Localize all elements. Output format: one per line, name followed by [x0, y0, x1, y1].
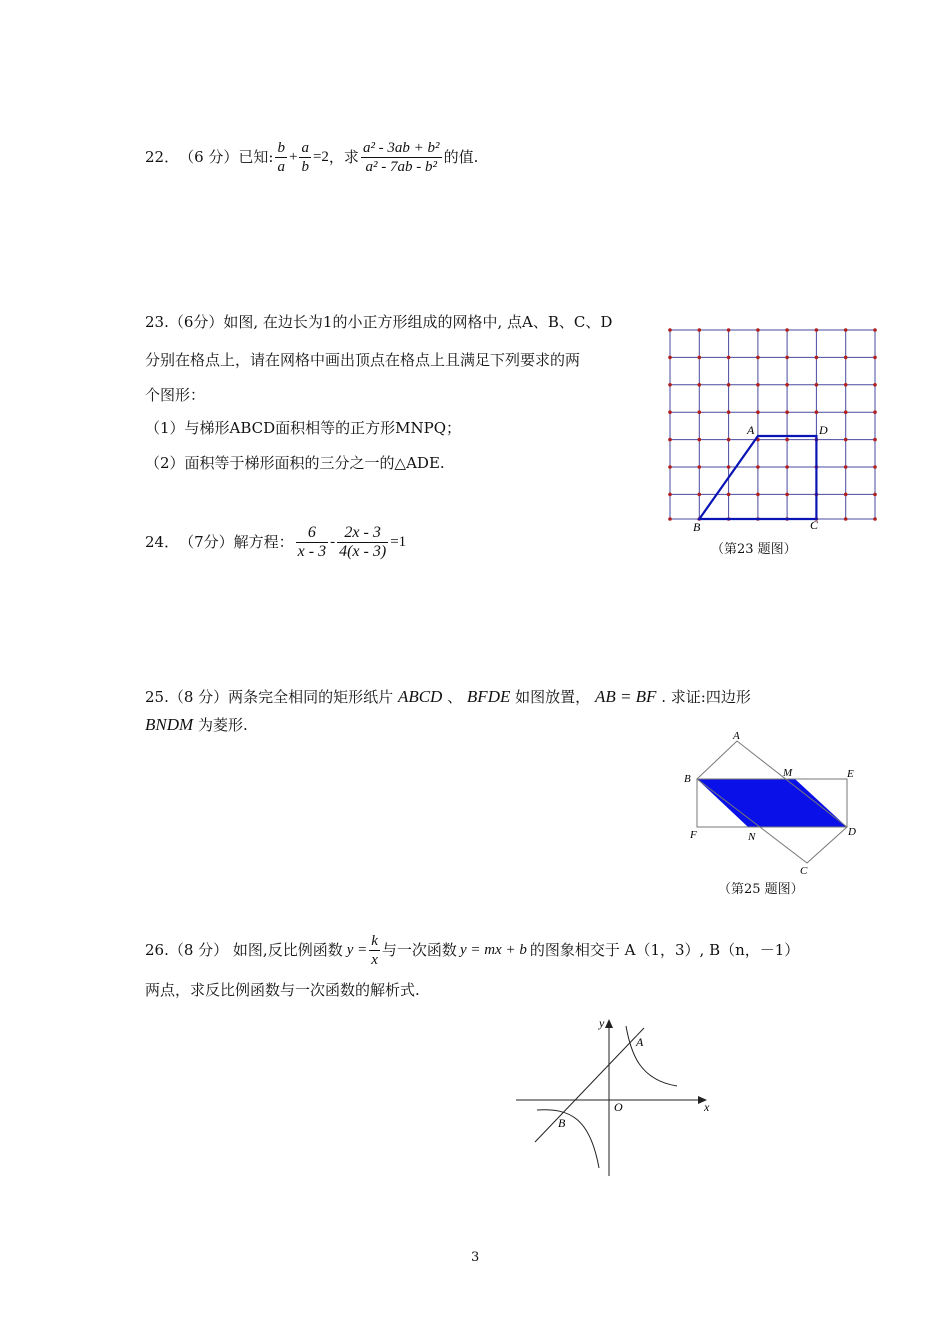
- label-x: x: [704, 1100, 710, 1114]
- q25-caption: （第25 题图）: [718, 882, 804, 897]
- label-a: A: [733, 730, 740, 742]
- q24-score: （7分）: [179, 533, 234, 551]
- q25-line2: BNDM 为菱形.: [145, 715, 248, 734]
- label-m: M: [783, 767, 793, 779]
- linear-line: [535, 1028, 644, 1142]
- q26-frac: $\frac{k}{x}$: [371, 932, 378, 968]
- label-o: O: [614, 1100, 623, 1114]
- q26-line2: 两点，求反比例函数与一次函数的解析式.: [145, 981, 420, 999]
- q24-equals: =1: [390, 534, 407, 550]
- q24: [145, 520, 406, 564]
- q24-frac2: $\frac{2x - 3}{4(x - 3)}$: [339, 523, 387, 560]
- label-c: C: [800, 865, 808, 877]
- q22-equals: =2: [312, 149, 329, 165]
- q22-sep: ，: [328, 148, 344, 166]
- label-a: A: [747, 423, 755, 437]
- q25-bfde: BFDE: [466, 687, 511, 706]
- q26-linear: y = mx + b: [459, 942, 527, 958]
- label-b: B: [684, 773, 691, 785]
- q25-bndm: BNDM: [145, 715, 194, 734]
- q22-frac1: $\frac{b}{a}$: [277, 139, 285, 175]
- q22-given: 已知:: [238, 148, 274, 166]
- q22-ask: 求: [343, 148, 359, 166]
- q26-line1: 26.（8 分） 如图,反比例函数 y = $\frac{k}{x}$ 与一次函数 y = mx + b 的图象相交于 A（1，3）, B（n，－1）: [145, 932, 800, 968]
- label-f: F: [690, 829, 697, 841]
- q22-plus: +: [288, 149, 298, 165]
- q25-figure: [680, 728, 865, 878]
- label-a: A: [636, 1035, 644, 1049]
- label-c: C: [810, 518, 819, 532]
- label-b: B: [693, 520, 701, 534]
- q24-number: 24．: [145, 533, 180, 551]
- q22-expr: $\frac{\text{a² - 3ab + b²}}{\text{a² - 7ab - b²}}$: [362, 139, 440, 175]
- label-d: D: [819, 423, 828, 437]
- rhombus-bndm: [697, 779, 847, 827]
- y-axis-arrow: [605, 1019, 613, 1028]
- q22: [145, 135, 478, 179]
- q26-y-eq: y =: [346, 942, 368, 958]
- q23-line3: 个图形：: [145, 386, 206, 404]
- hyperbola-branch-2: [537, 1110, 599, 1168]
- q23-line1: 23.（6分）如图, 在边长为1的小正方形组成的网格中, 点A、B、C、D: [145, 313, 613, 331]
- label-y: y: [599, 1016, 605, 1030]
- label-n: N: [748, 831, 756, 843]
- q25-eq: AB = BF: [594, 687, 657, 706]
- q23-item2: （2）面积等于梯形面积的三分之一的△ADE.: [145, 454, 445, 472]
- q23-line2: 分别在格点上，请在网格中画出顶点在格点上且满足下列要求的两: [145, 351, 581, 369]
- q24-frac1: $\frac{6}{x - 3}$: [297, 523, 327, 560]
- q23-item1: （1）与梯形ABCD面积相等的正方形MNPQ；: [145, 419, 462, 437]
- q25-line1: 25.（8 分）两条完全相同的矩形纸片 ABCD 、 BFDE 如图放置， AB = BF . 求证:四边形: [145, 687, 751, 706]
- q22-score: （6 分）: [179, 148, 239, 166]
- q24-task: 解方程：: [233, 533, 294, 551]
- q22-frac2: $\frac{a}{b}$: [301, 139, 309, 175]
- q22-number: 22．: [145, 148, 180, 166]
- q23-caption: （第23 题图）: [711, 542, 797, 557]
- label-d: D: [848, 826, 856, 838]
- q22-tail: 的值.: [443, 148, 479, 166]
- q24-minus: -: [330, 534, 336, 550]
- q23-grid-figure: [660, 320, 885, 535]
- label-b: B: [558, 1116, 566, 1130]
- q26-graph: [510, 1010, 720, 1180]
- hyperbola-branch-1: [626, 1026, 677, 1086]
- q25-abcd: ABCD: [397, 687, 443, 706]
- page-number: 3: [471, 1250, 480, 1265]
- label-e: E: [847, 768, 854, 780]
